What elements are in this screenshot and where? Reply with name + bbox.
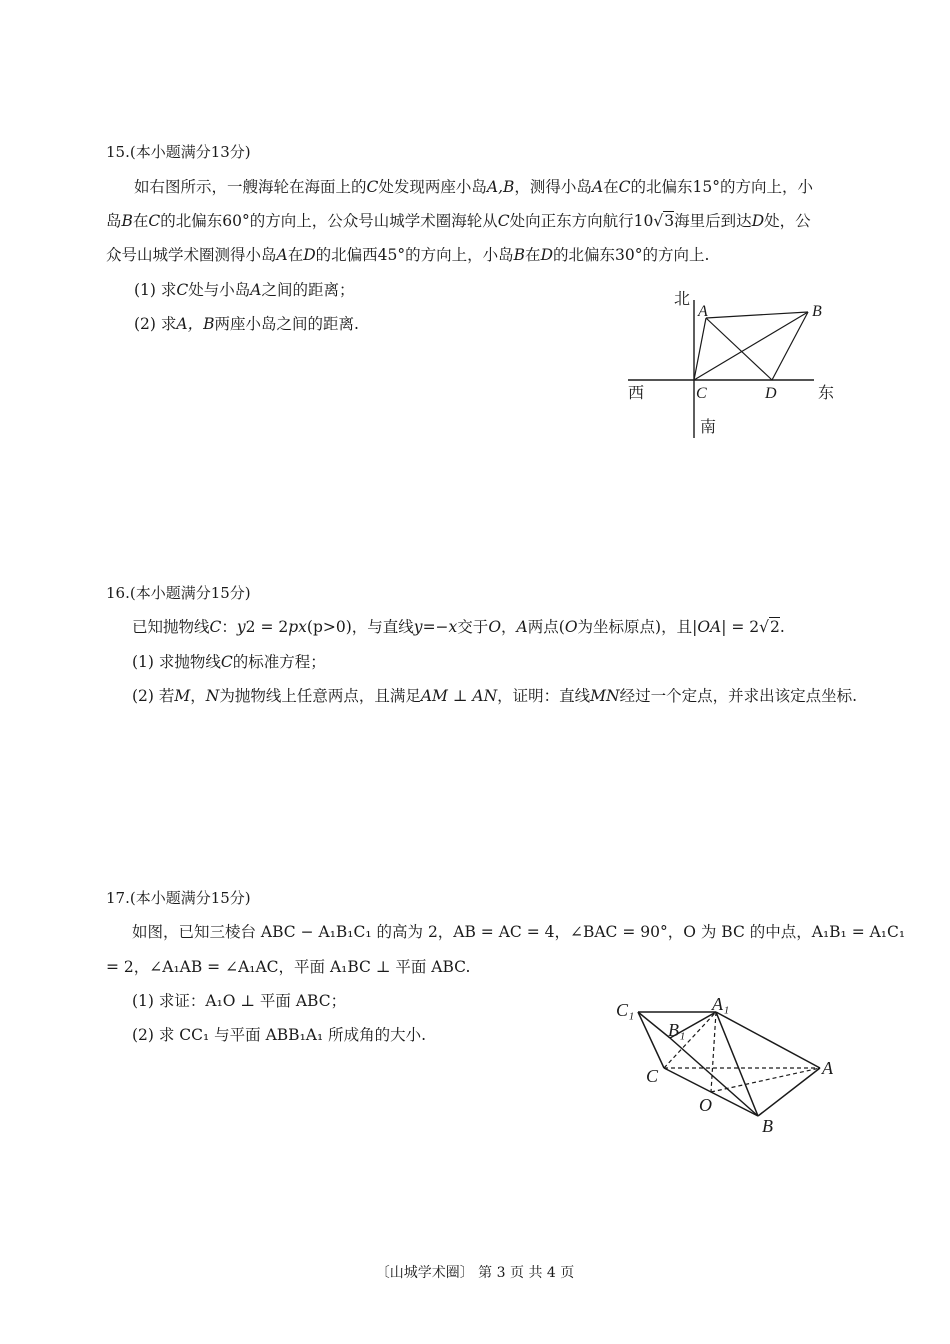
label-west: 西 — [628, 385, 645, 402]
q15-compass-figure — [622, 282, 844, 442]
vertex-c1-label: C₁ — [616, 1000, 635, 1020]
label-north: 北 — [674, 291, 691, 308]
q15-subquestion-2: (2) 求A，B两座小岛之间的距离. — [134, 315, 359, 333]
vertex-b-label: B — [762, 1116, 773, 1136]
q16-subquestion-1: (1) 求抛物线C的标准方程； — [132, 653, 326, 671]
point-a-label: A — [698, 303, 708, 320]
edge-c1-b1 — [638, 1012, 670, 1038]
vertex-b1-label: B₁ — [668, 1020, 686, 1040]
point-o-label: O — [699, 1095, 712, 1115]
edge-a1-b — [716, 1012, 758, 1116]
point-c-label: C — [696, 385, 707, 402]
label-south: 南 — [700, 419, 717, 436]
vertex-c-label: C — [646, 1066, 659, 1086]
q16-subquestion-2: (2) 若M，N为抛物线上任意两点，且满足AM ⊥ AN，证明：直线MN经过一个定点，并求出该定点坐标. — [132, 687, 858, 705]
segment-ab — [706, 312, 808, 318]
hidden-edge-a1-o — [711, 1012, 716, 1092]
q15-header: 15.(本小题满分13分) — [106, 143, 251, 161]
q17-subquestion-1: (1) 求证：A₁O ⊥ 平面 ABC； — [132, 992, 347, 1010]
q16-header: 16.(本小题满分15分) — [106, 584, 251, 602]
q17-paragraph-line-2: = 2，∠A₁AB = ∠A₁AC，平面 A₁BC ⊥ 平面 ABC. — [106, 958, 471, 976]
q15-paragraph-line-1: 如右图所示，一艘海轮在海面上的C处发现两座小岛A,B，测得小岛A在C的北偏东15°的方向上，小 — [134, 178, 814, 196]
vertex-a1-label: A₁ — [712, 994, 730, 1014]
point-b-label: B — [812, 303, 822, 320]
segment-ad — [706, 318, 772, 380]
q16-paragraph: 已知抛物线C：y2 = 2px(p>0)，与直线y=−x交于O，A两点(O为坐标原点)，且|OA| = 2√2. — [132, 618, 785, 636]
q17-subquestion-2: (2) 求 CC₁ 与平面 ABB₁A₁ 所成角的大小. — [132, 1026, 427, 1044]
q17-header: 17.(本小题满分15分) — [106, 889, 251, 907]
q17-paragraph-line-1: 如图，已知三棱台 ABC − A₁B₁C₁ 的高为 2，AB = AC = 4，∠BAC = 90°，O 为 BC 的中点，A₁B₁ = A₁C₁ — [132, 923, 906, 941]
edge-a1-a — [716, 1012, 820, 1068]
point-d-label: D — [765, 385, 777, 402]
q17-frustum-figure — [612, 990, 848, 1140]
label-east: 东 — [818, 385, 835, 402]
q15-subquestion-1: (1) 求C处与小岛A之间的距离； — [134, 281, 355, 299]
vertex-a-label: A — [822, 1058, 833, 1078]
page-footer: 〔山城学术圈〕 第 3 页 共 4 页 — [375, 1265, 575, 1281]
q15-paragraph-line-2: 岛B在C的北偏东60°的方向上，公众号山城学术圈海轮从C处向正东方向航行10√3海里后到达D处，公 — [106, 212, 811, 230]
segment-ca — [694, 318, 706, 380]
edge-c1-c — [638, 1012, 664, 1068]
q15-paragraph-line-3: 众号山城学术圈测得小岛A在D的北偏西45°的方向上，小岛B在D的北偏东30°的方向上. — [106, 246, 710, 264]
